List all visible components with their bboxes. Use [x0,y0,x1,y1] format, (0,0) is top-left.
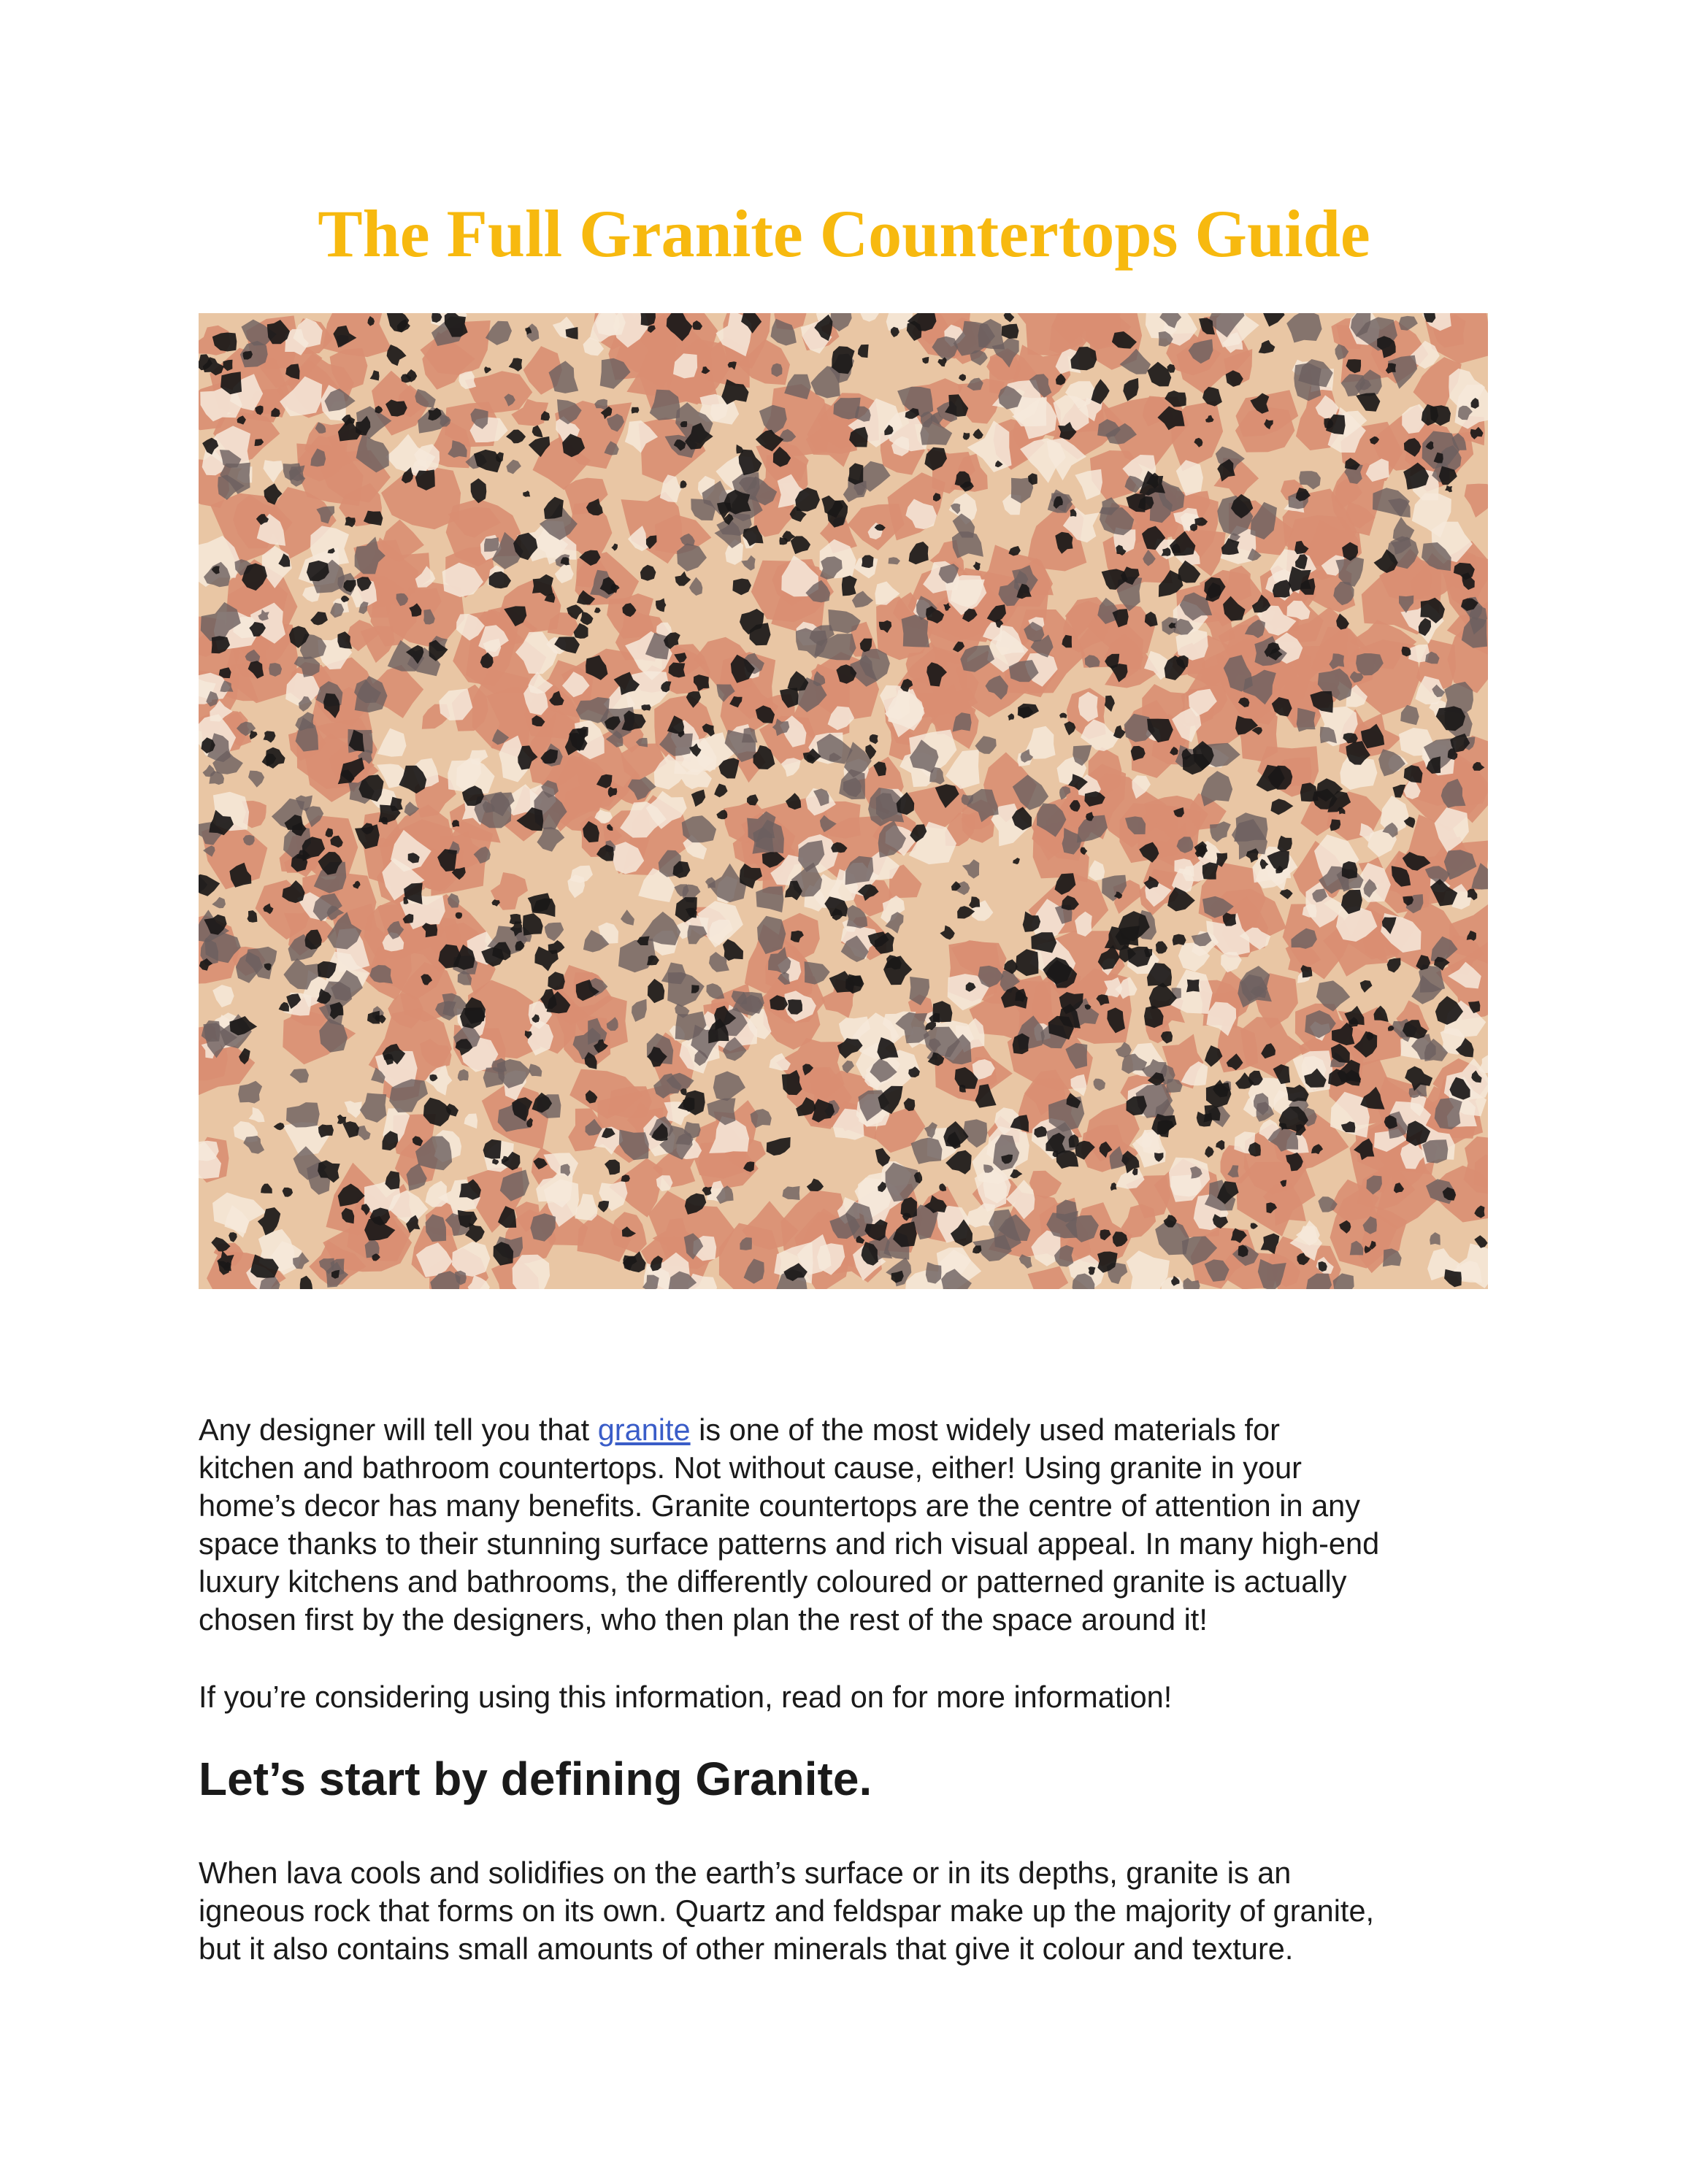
intro-line-2: kitchen and bathroom countertops. Not without cause, either! Using granite in your [199,1450,1302,1485]
granite-fleck [1186,980,1200,993]
granite-fleck [1289,566,1311,592]
granite-fleck [484,537,499,551]
definition-line-2: igneous rock that forms on its own. Quartz and feldspar make up the majority of granite, [199,1893,1375,1928]
intro-line-1: Any designer will tell you that granite is one of the most widely used materials for [199,1412,1280,1447]
granite-fleck [1294,363,1321,401]
granite-fleck [608,1086,652,1118]
granite-texture-image [199,313,1488,1289]
intro-line-3: home’s decor has many benefits. Granite countertops are the centre of attention in any [199,1488,1361,1523]
granite-fleck [1202,862,1219,880]
definition-line-3: but it also contains small amounts of other minerals that give it colour and texture. [199,1931,1294,1966]
followup-paragraph: If you’re considering using this information, read on for more information! [199,1680,1173,1714]
section-heading: Let’s start by defining Granite. [199,1753,872,1805]
granite-fleck [1002,324,1019,339]
granite-fleck [390,797,403,812]
granite-fleck [596,313,626,336]
granite-fleck [576,697,610,723]
definition-paragraph [199,1854,1513,1968]
intro-line-4: space thanks to their stunning surface patterns and rich visual appeal. In many high-end [199,1526,1380,1561]
granite-fleck [862,555,874,568]
page-title: The Full Granite Countertops Guide [318,196,1370,271]
granite-fleck [959,1085,966,1093]
intro-paragraph [199,1411,1513,1639]
granite-fleck [788,999,802,1015]
definition-line-1: When lava cools and solidifies on the earth’s surface or in its depths, granite is an [199,1856,1292,1890]
intro-line-6: chosen first by the designers, who then plan the rest of the space around it! [199,1602,1208,1637]
granite-link[interactable]: granite [597,1412,691,1447]
granite-fleck [1342,861,1357,879]
intro-line-5: luxury kitchens and bathrooms, the differently coloured or patterned granite is actually [199,1564,1347,1599]
